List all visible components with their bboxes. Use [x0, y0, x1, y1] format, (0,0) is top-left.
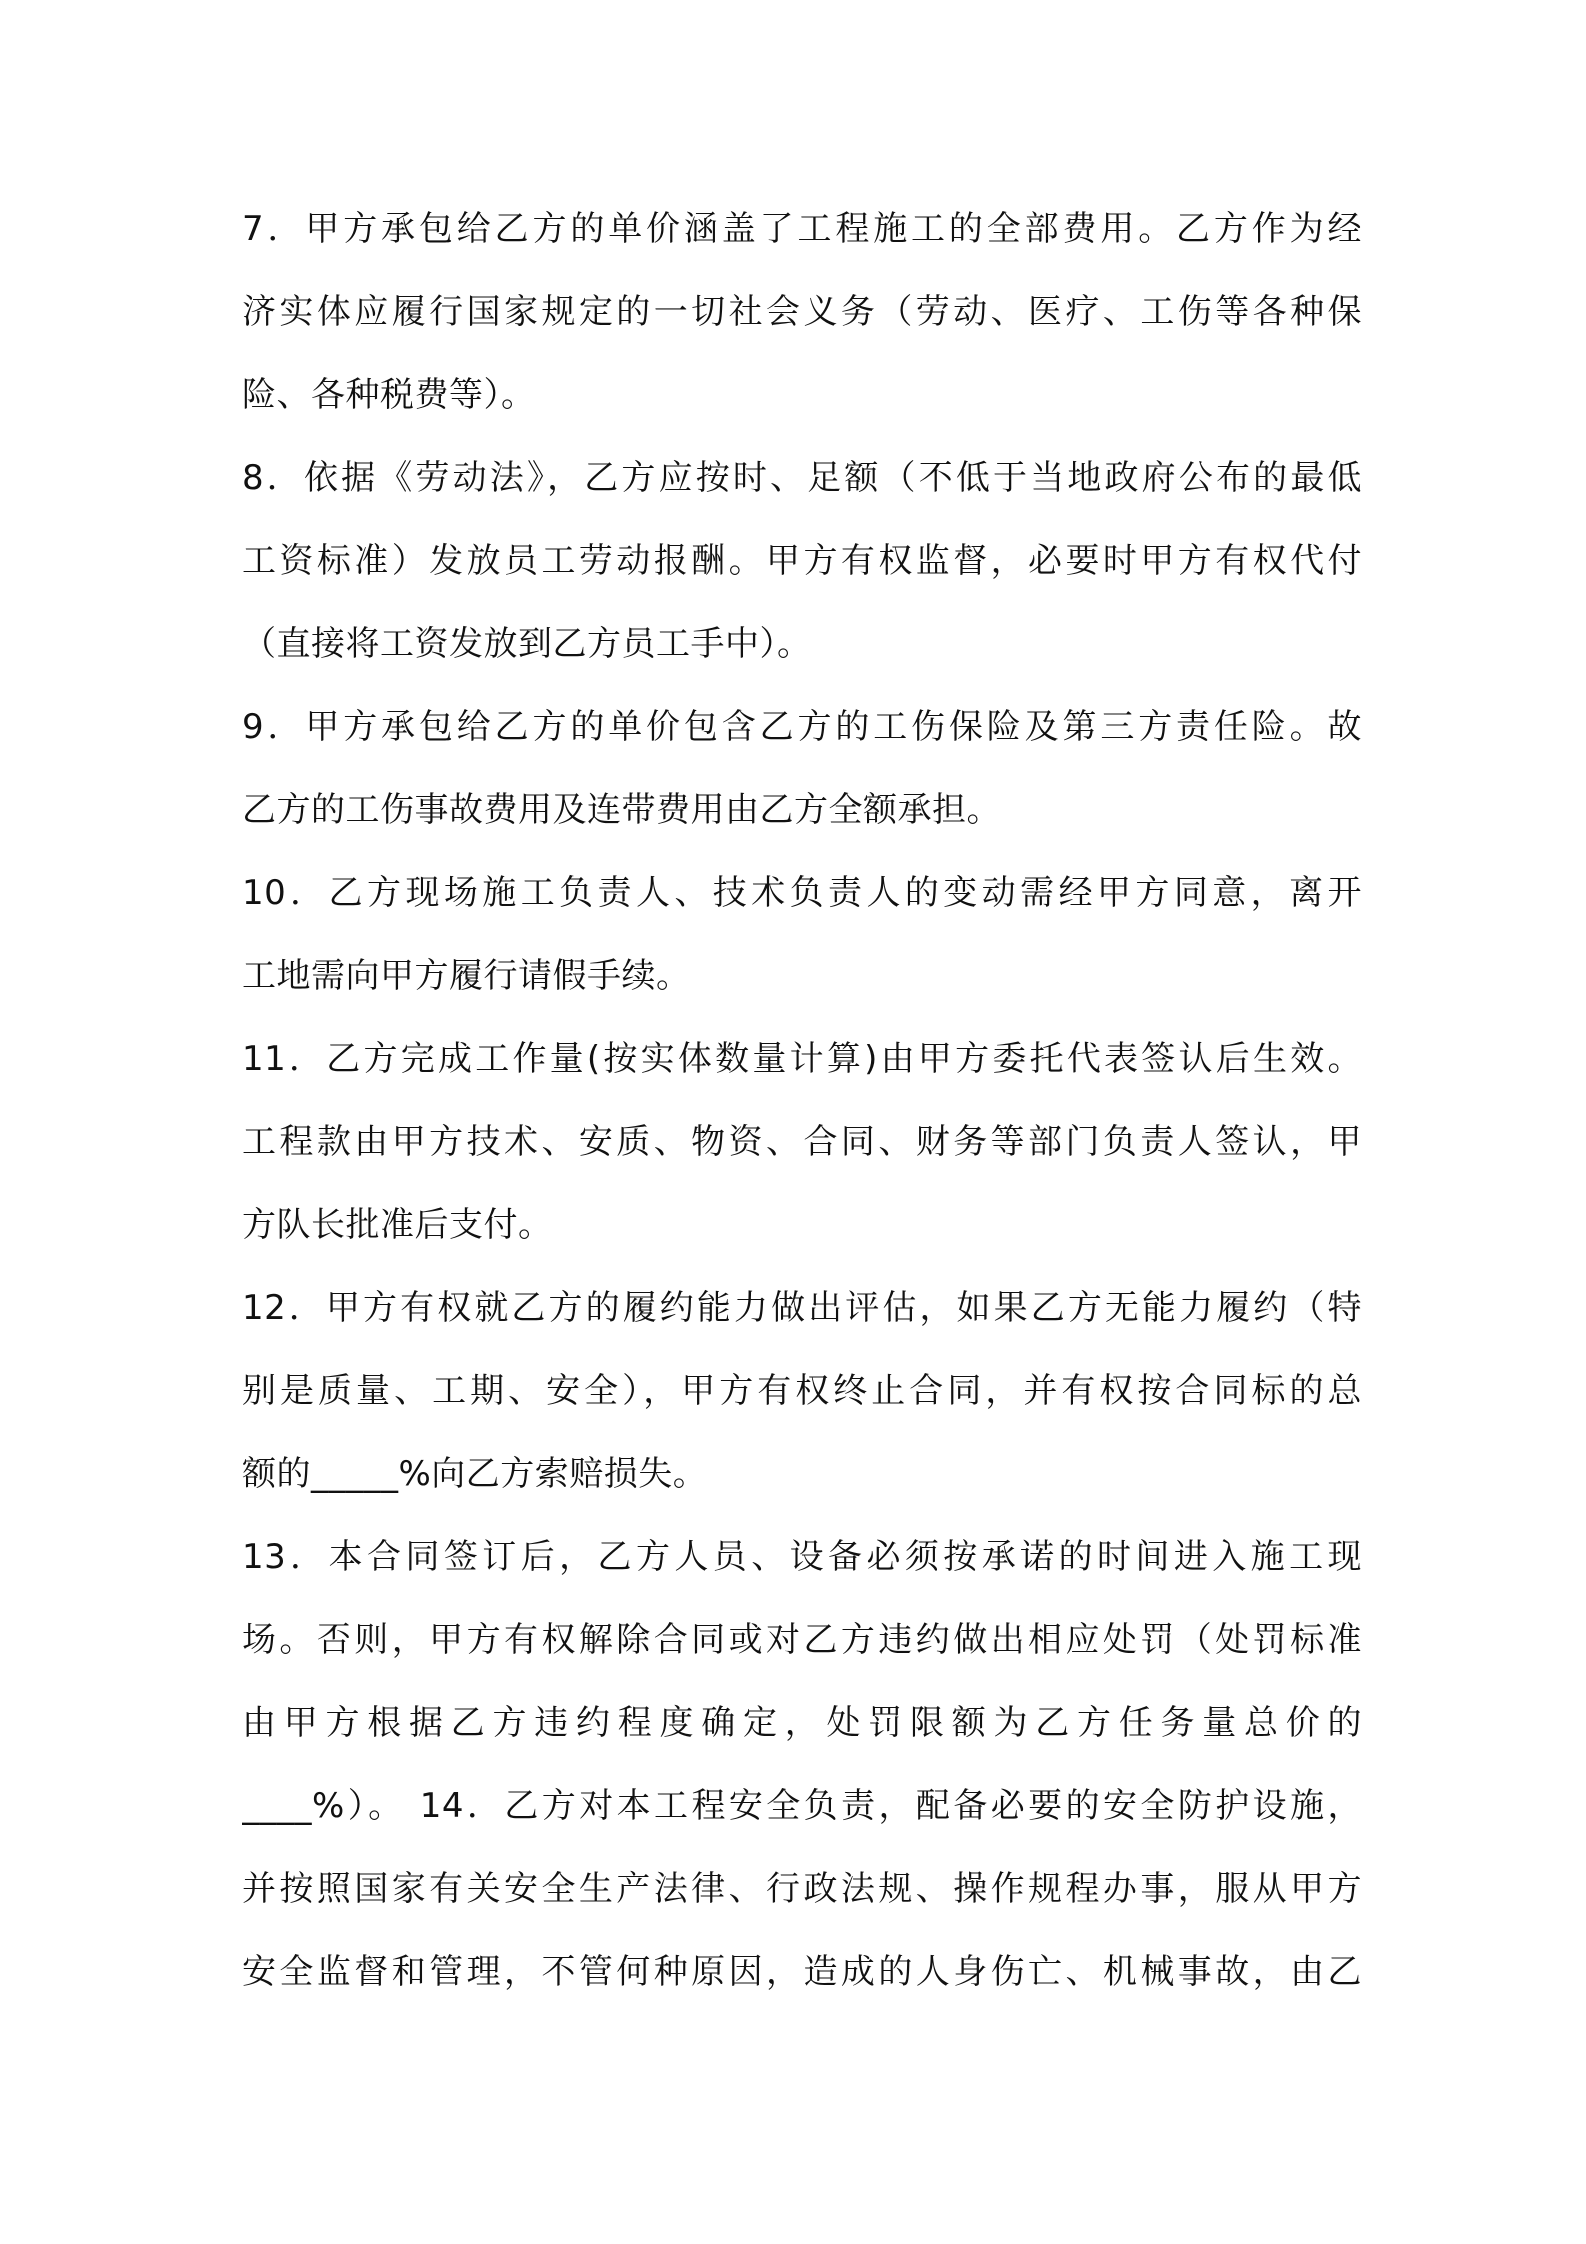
text-line: 工资标准）发放员工劳动报酬。甲方有权监督，必要时甲方有权代付 [242, 541, 1362, 581]
text-line: 方队长批准后支付。 [242, 1205, 553, 1245]
text-line: 安全监督和管理，不管何种原因，造成的人身伤亡、机械事故，由乙 [242, 1952, 1362, 1992]
text-line: 9．甲方承包给乙方的单价包含乙方的工伤保险及第三方责任险。故 [242, 707, 1362, 747]
text-line: 场。否则，甲方有权解除合同或对乙方违约做出相应处罚（处罚标准 [242, 1620, 1362, 1660]
text-line: 额的_____%向乙方索赔损失。 [242, 1454, 708, 1494]
text-line: 8．依据《劳动法》，乙方应按时、足额（不低于当地政府公布的最低 [242, 458, 1362, 498]
text-line: 别是质量、工期、安全），甲方有权终止合同，并有权按合同标的总 [242, 1371, 1362, 1411]
text-line: ____%）。 14．乙方对本工程安全负责，配备必要的安全防护设施， [242, 1786, 1362, 1826]
text-line: 乙方的工伤事故费用及连带费用由乙方全额承担。 [242, 790, 1001, 830]
contract-clauses [242, 188, 1362, 2014]
text-line: 13．本合同签订后，乙方人员、设备必须按承诺的时间进入施工现 [242, 1537, 1362, 1577]
text-line: 并按照国家有关安全生产法律、行政法规、操作规程办事，服从甲方 [242, 1869, 1362, 1909]
text-line: 险、各种税费等）。 [242, 375, 536, 415]
text-line: 工程款由甲方技术、安质、物资、合同、财务等部门负责人签认，甲 [242, 1122, 1362, 1162]
text-line: 11．乙方完成工作量(按实体数量计算)由甲方委托代表签认后生效。 [242, 1039, 1362, 1079]
text-line: （直接将工资发放到乙方员工手中）。 [242, 624, 812, 664]
text-line: 由甲方根据乙方违约程度确定，处罚限额为乙方任务量总价的 [242, 1703, 1362, 1743]
text-line: 12．甲方有权就乙方的履约能力做出评估，如果乙方无能力履约（特 [242, 1288, 1362, 1328]
text-line: 10．乙方现场施工负责人、技术负责人的变动需经甲方同意，离开 [242, 873, 1362, 913]
text-line: 7．甲方承包给乙方的单价涵盖了工程施工的全部费用。乙方作为经 [242, 209, 1362, 249]
text-line: 工地需向甲方履行请假手续。 [242, 956, 691, 996]
text-line: 济实体应履行国家规定的一切社会义务（劳动、医疗、工伤等各种保 [242, 292, 1362, 332]
